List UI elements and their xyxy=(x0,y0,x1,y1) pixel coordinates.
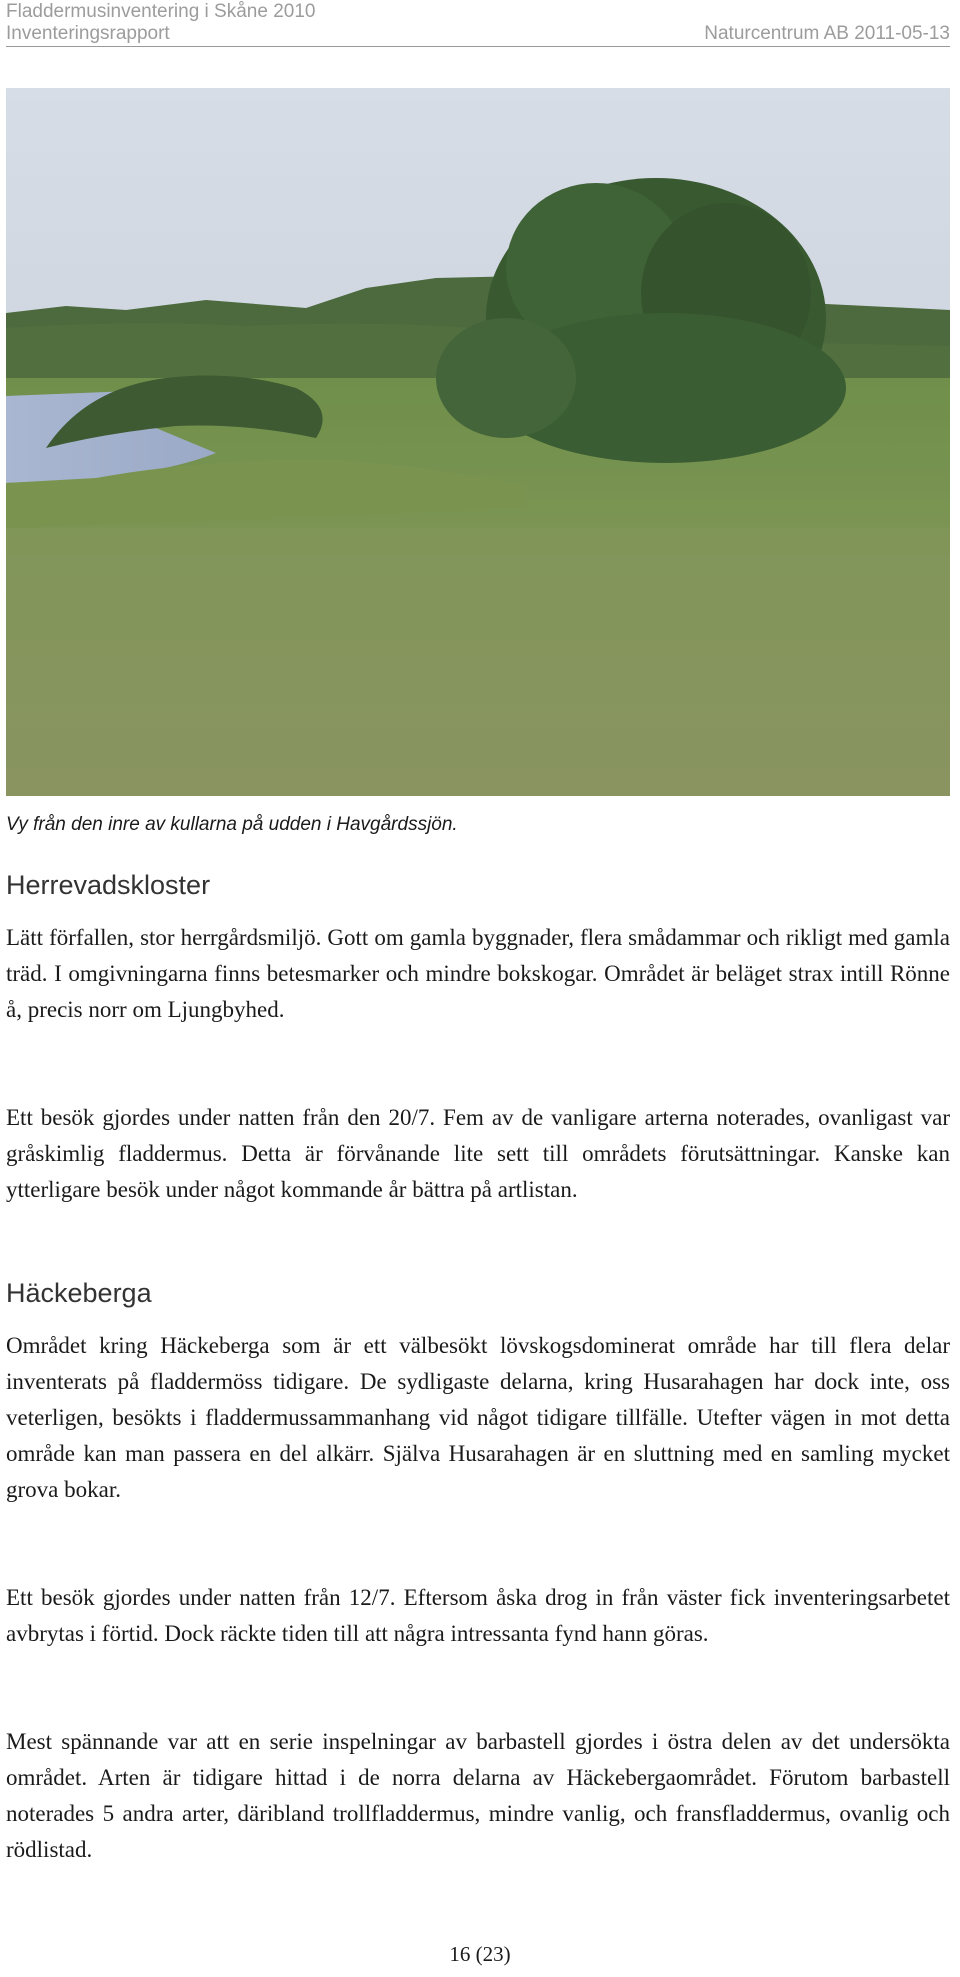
paragraph: Ett besök gjordes under natten från den 20/7. Fem av de vanligare arterna noterades, ovanligast var gråskimlig fladdermus. Detta är förvånande lite sett till områdets förutsättningar. Kanske kan ytterligare besök under något kommande år bättra på artlistan. xyxy=(6,1105,950,1202)
running-header xyxy=(6,0,950,47)
header-title: Fladdermusinventering i Skåne 2010 xyxy=(6,1,316,22)
figure-caption: Vy från den inre av kullarna på udden i Havgårdssjön. xyxy=(6,814,458,835)
paragraph: Mest spännande var att en serie inspelningar av barbastell gjordes i östra delen av det undersökta området. Arten är tidigare hittad i de norra delarna av Häckebergaområdet. Förutom barbastell noterades 5 andra arter, däribland trollfladdermus, mindre vanlig, och fransfladdermus, ovanlig och rödlistad. xyxy=(6,1729,950,1862)
paragraph: Lätt förfallen, stor herrgårdsmiljö. Gott om gamla byggnader, flera smådammar och rikligt med gamla träd. I omgivningarna finns betesmarker och mindre bokskogar. Området är beläget strax intill Rönne å, precis norr om Ljungbyhed. xyxy=(6,925,950,1022)
paragraph: Ett besök gjordes under natten från 12/7. Eftersom åska drog in från väster fick inventeringsarbetet avbrytas i förtid. Dock räckte tiden till att några intressanta fynd hann göras. xyxy=(6,1585,950,1646)
page-number: 16 (23) xyxy=(449,1942,511,1966)
header-publisher-date: Naturcentrum AB 2011-05-13 xyxy=(704,23,950,44)
header-subtitle: Inventeringsrapport xyxy=(6,23,170,44)
paragraph: Området kring Häckeberga som är ett välbesökt lövskogsdominerat område har till flera delar inventerats på fladdermöss tidigare. De sydligaste delarna, kring Husarahagen har dock inte, oss veterligen, besökts i fladdermussammanhang vid något tidigare tillfälle. Utefter vägen in mot detta område kan man passera en del alkärr. Själva Husarahagen är en sluttning med en samling mycket grova bokar. xyxy=(6,1333,950,1502)
landscape-photo xyxy=(6,88,950,796)
section-heading-herrevadskloster: Herrevadskloster xyxy=(6,870,211,900)
section-heading-hackeberga: Häckeberga xyxy=(6,1278,152,1308)
